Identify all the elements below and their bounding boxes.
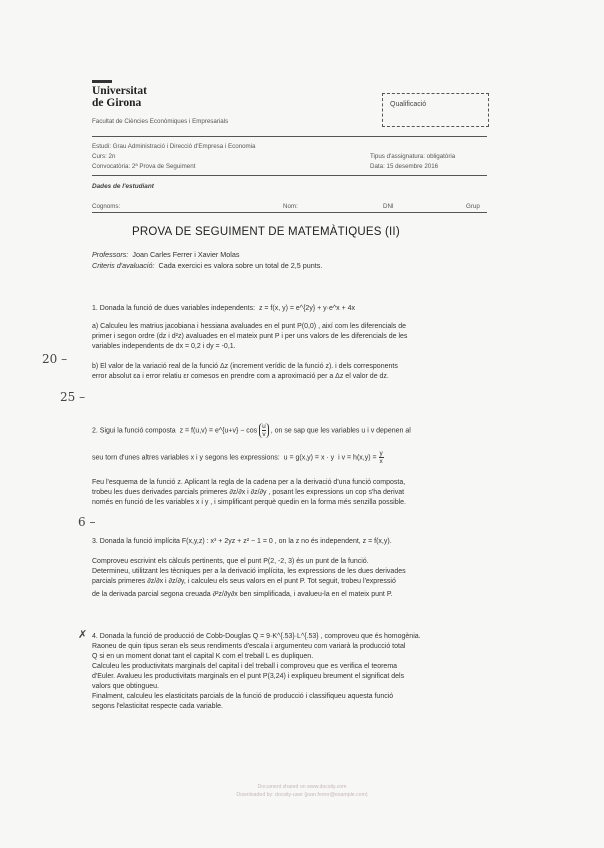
qualification-label: Qualificació bbox=[390, 101, 427, 108]
university-name-line1: Universitat bbox=[92, 85, 147, 97]
header-divider-2 bbox=[92, 175, 487, 176]
q2-intro-line bbox=[92, 423, 411, 438]
q4-line3: Q si en un moment donat tant el capital K com el treball L es dupliquen. bbox=[92, 653, 314, 660]
q2-intro: 2. Sigui la funció composta bbox=[92, 427, 176, 435]
professors-line bbox=[92, 250, 239, 259]
criteria-line bbox=[92, 261, 322, 270]
q2-expr1: u = g(x,y) = x · y bbox=[283, 454, 335, 462]
q2-formula: z = f(u,v) = e^{u+v} − cos bbox=[179, 427, 258, 435]
surnames-label: Cognoms: bbox=[92, 203, 121, 210]
q2-expr2: i v = h(x,y) = bbox=[338, 454, 377, 462]
q1-part-a-line2: primer i segon ordre (dz i d²z) avaluades en el mateix punt P i per uns valors de les diferencials de les bbox=[92, 333, 408, 340]
criteria-label: Criteris d'avaluació: bbox=[92, 261, 155, 270]
studies-line: Estudi: Grau Administració i Direcció d'Empresa i Economia bbox=[92, 143, 256, 150]
call-line: Convocatòria: 2ª Prova de Seguiment bbox=[92, 163, 196, 170]
name-label: Nom: bbox=[283, 203, 298, 210]
subject-type-line: Tipus d'assignatura: obligatòria bbox=[370, 153, 456, 160]
q2-body-line2: trobeu les dues derivades parcials primeres ∂z/∂x i ∂z/∂y , posant les expressions un cop s'ha derivat bbox=[92, 489, 405, 496]
handwritten-mark-q1: 20 – bbox=[42, 352, 68, 366]
q2-body-line1: Feu l'esquema de la funció z. Aplicant la regla de la cadena per a la derivació d'una funció composta, bbox=[92, 479, 406, 486]
q1-part-b-line2: error absolut εa i error relatiu εr comesos en prendre com a aproximació per a Δz el valor de dz. bbox=[92, 373, 389, 380]
q2-expr2-den: x bbox=[379, 458, 383, 465]
student-data-label: Dades de l'estudiant bbox=[92, 183, 154, 190]
faculty-name: Facultat de Ciències Econòmiques i Empresarials bbox=[92, 118, 229, 125]
q2-expr2-fraction bbox=[379, 450, 384, 465]
q3-line4: de la derivada parcial segona creuada ∂²z/∂y∂x ben simplificada, i avalueu-la en el mateix punt P. bbox=[92, 591, 393, 598]
q4-line4: Calculeu les productivitats marginals del capital i del treball i comproveu que es verifica el teorema bbox=[92, 663, 398, 670]
q2-frac-num: u bbox=[262, 423, 266, 430]
handwritten-cross-q4: ✗ bbox=[78, 628, 88, 641]
handwritten-mark-q2: 25 – bbox=[60, 390, 86, 404]
q1-part-a-line1: a) Calculeu les matrius jacobiana i hessiana avaluades en el punt P(0,0) , així com les diferencials de bbox=[92, 323, 407, 330]
footer-watermark-line2: Downloaded by: docsity-user (joan.ferrer@example.com) bbox=[236, 792, 368, 798]
q2-fraction bbox=[259, 423, 269, 438]
q2-body-line3: només en funció de les variables x i y , i simplificant perquè quedin en la forma més senzilla possible. bbox=[92, 499, 406, 506]
q3-line3: parcials primeres ∂z/∂x i ∂z/∂y, i calculeu els seus valors en el punt P. Tot seguit, trobeu l'expressió bbox=[92, 578, 396, 585]
q4-line6: valors que obtingueu. bbox=[92, 683, 159, 690]
exam-title: PROVA DE SEGUIMENT DE MATEMÀTIQUES (II) bbox=[132, 226, 400, 238]
header-divider bbox=[92, 136, 487, 137]
professors-label: Professors: bbox=[92, 250, 129, 259]
handwritten-mark-q3: 6 – bbox=[78, 515, 96, 529]
q3-line1: Comproveu escrivint els càlculs pertinents, que el punt P(2, -2, 3) és un punt de la funció. bbox=[92, 558, 369, 565]
q2-frac-den: v bbox=[262, 431, 266, 438]
dni-label: DNI bbox=[383, 203, 394, 210]
group-label: Grup bbox=[466, 203, 480, 210]
course-line: Curs: 2n bbox=[92, 153, 116, 160]
q3-intro: 3. Donada la funció implícita F(x,y,z) : x³ + 2yz + z² − 1 = 0 , on la z no és independent, z = f(x,y). bbox=[92, 538, 392, 545]
q4-line1: 4. Donada la funció de producció de Cobb-Douglas Q = 9·K^{.53}·L^{.53} , comproveu que és homogènia. bbox=[92, 633, 421, 640]
q4-line7: Finalment, calculeu les elasticitats parcials de la funció de producció i classifiqueu aquesta funció bbox=[92, 693, 394, 700]
q2-line2-text: seu torn d'unes altres variables x i y segons les expressions: bbox=[92, 454, 280, 462]
date-line: Data: 15 desembre 2016 bbox=[370, 163, 439, 170]
q1-formula: z = f(x, y) = e^{2y} + y·e^x + 4x bbox=[258, 305, 356, 312]
qualification-box bbox=[382, 93, 489, 127]
university-name-line2: de Girona bbox=[92, 97, 142, 109]
q4-line8: segons l'elasticitat respecte cada variable. bbox=[92, 703, 223, 710]
q4-line2: Raoneu de quin tipus seran els seus rendiments d'escala i argumenteu com variarà la producció total bbox=[92, 643, 406, 650]
q2-expr2-num: y bbox=[379, 450, 383, 457]
q2-after-formula: , on se sap que les variables u i v depenen al bbox=[270, 427, 411, 435]
q3-line2: Determineu, utilitzant les tècniques per a la derivació implícita, les expressions de les dues derivades bbox=[92, 568, 406, 575]
q1-intro: 1. Donada la funció de dues variables independents: bbox=[92, 305, 256, 312]
student-divider bbox=[92, 212, 487, 213]
criteria-text: Cada exercici es valora sobre un total de 2,5 punts. bbox=[158, 261, 323, 270]
professors-names: Joan Carles Ferrer i Xavier Molas bbox=[132, 250, 240, 259]
university-logo-mark bbox=[92, 80, 112, 83]
q1-part-b-line1: b) El valor de la variació real de la funció Δz (increment verídic de la funció z). i dels corresponents bbox=[92, 363, 398, 370]
q2-line2 bbox=[92, 450, 384, 465]
q1-intro-line bbox=[92, 304, 355, 314]
q4-line5: d'Euler. Avalueu les productivitats marginals en el punt P(3,24) i expliqueu breument el significat dels bbox=[92, 673, 405, 680]
footer-watermark-line1: Document shared on www.docsity.com bbox=[257, 784, 347, 790]
q1-part-a-line3: variables independents de dx = 0,2 i dy = -0,1. bbox=[92, 343, 236, 350]
